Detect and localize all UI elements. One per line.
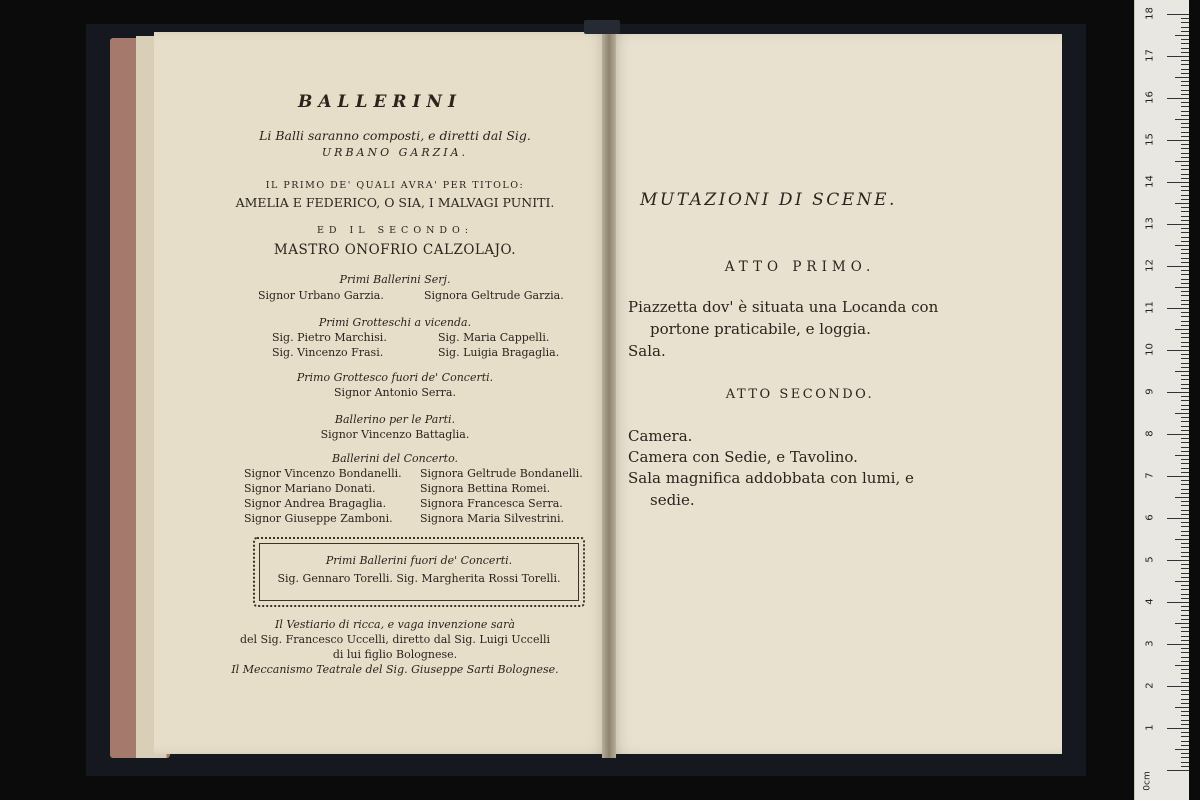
ruler-tick (1181, 48, 1189, 49)
ruler-tick (1181, 627, 1189, 628)
ruler-tick (1175, 119, 1189, 120)
ruler-tick (1181, 678, 1189, 679)
dancer-name: Signor Giuseppe Zamboni. (244, 512, 393, 525)
scene-line: sedie. (650, 491, 695, 509)
ruler-tick (1181, 178, 1189, 179)
book-gutter (602, 30, 616, 758)
ruler-tick (1181, 195, 1189, 196)
ruler-tick (1181, 174, 1189, 175)
ruler-tick (1181, 52, 1189, 53)
ruler-tick (1175, 497, 1189, 498)
footer-line: del Sig. Francesco Uccelli, diretto dal Sig. Luigi Uccelli (239, 633, 551, 646)
act-two-heading: ATTO SECONDO. (725, 387, 875, 402)
ruler-tick (1181, 451, 1189, 452)
ruler-tick (1175, 581, 1189, 582)
ruler-tick (1181, 283, 1189, 284)
ruler-tick (1181, 358, 1189, 359)
ruler-tick (1181, 211, 1189, 212)
ruler-tick (1181, 682, 1189, 683)
ruler-tick (1175, 161, 1189, 162)
ruler-tick (1181, 262, 1189, 263)
ruler-tick (1181, 514, 1189, 515)
framed-line: Sig. Gennaro Torelli. Sig. Margherita Rossi Torelli. (277, 572, 561, 585)
ruler-tick (1181, 657, 1189, 658)
ruler-tick (1175, 455, 1189, 456)
ruler-tick (1181, 85, 1189, 86)
ruler-tick (1181, 90, 1189, 91)
ruler-tick (1167, 770, 1189, 771)
ruler-tick (1181, 736, 1189, 737)
ruler-tick (1167, 518, 1189, 519)
ruler-number: 16 (1144, 91, 1156, 104)
ruler-tick (1181, 480, 1189, 481)
section-title: Primi Ballerini Serj. (339, 273, 451, 286)
ruler-tick (1181, 489, 1189, 490)
dancer-name: Sig. Pietro Marchisi. (272, 331, 387, 344)
ruler-tick (1181, 316, 1189, 317)
ruler-tick (1175, 749, 1189, 750)
ruler-tick (1175, 329, 1189, 330)
ruler-tick (1175, 707, 1189, 708)
second-ballet-label: ED IL SECONDO: (316, 225, 474, 236)
ruler-tick (1181, 732, 1189, 733)
ruler-tick (1181, 342, 1189, 343)
ruler-tick (1181, 417, 1189, 418)
ruler-tick (1175, 287, 1189, 288)
ruler-tick (1167, 308, 1189, 309)
ruler-tick (1181, 367, 1189, 368)
ruler-tick (1181, 73, 1189, 74)
ruler-tick (1181, 384, 1189, 385)
ruler-tick (1181, 543, 1189, 544)
right-heading: MUTAZIONI DI SCENE. (640, 190, 897, 210)
ruler-tick (1181, 438, 1189, 439)
ruler-tick (1175, 77, 1189, 78)
ruler-unit: 0cm (1142, 771, 1153, 791)
ruler-tick (1181, 199, 1189, 200)
ruler-tick (1181, 669, 1189, 670)
ruler-tick (1181, 594, 1189, 595)
ruler-tick (1181, 94, 1189, 95)
ruler-number: 3 (1144, 640, 1156, 647)
ruler-tick (1181, 762, 1189, 763)
ruler-tick (1181, 589, 1189, 590)
ruler-tick (1181, 354, 1189, 355)
ruler-tick (1181, 300, 1189, 301)
ruler-tick (1181, 577, 1189, 578)
ruler-tick (1181, 484, 1189, 485)
dancer-name: Signora Bettina Romei. (420, 482, 551, 495)
ruler-tick (1181, 661, 1189, 662)
ruler-tick (1181, 148, 1189, 149)
ruler-tick (1181, 64, 1189, 65)
ruler-tick (1181, 232, 1189, 233)
ruler-tick (1181, 169, 1189, 170)
ruler-tick (1167, 392, 1189, 393)
ruler-tick (1181, 615, 1189, 616)
ruler-tick (1181, 430, 1189, 431)
ruler-tick (1167, 686, 1189, 687)
ruler-tick (1181, 531, 1189, 532)
ruler-tick (1181, 60, 1189, 61)
ruler-number: 1 (1144, 724, 1156, 731)
ruler-tick (1167, 602, 1189, 603)
dancer-name: Signora Geltrude Bondanelli. (420, 467, 583, 480)
ruler-number: 14 (1144, 175, 1156, 188)
ruler-tick (1181, 711, 1189, 712)
dancer-name: Signor Vincenzo Bondanelli. (244, 467, 402, 480)
ruler-tick (1167, 98, 1189, 99)
ruler-tick (1181, 157, 1189, 158)
ruler-tick (1181, 568, 1189, 569)
dancer-name: Signor Urbano Garzia. (258, 289, 384, 302)
ruler-tick (1181, 216, 1189, 217)
ruler-number: 10 (1144, 343, 1156, 356)
ruler-number: 8 (1144, 430, 1156, 437)
ruler-tick (1181, 312, 1189, 313)
ruler-tick (1181, 132, 1189, 133)
dancer-name: Signor Antonio Serra. (334, 386, 456, 399)
ruler-tick (1181, 270, 1189, 271)
ruler-tick (1181, 573, 1189, 574)
ruler-tick (1181, 556, 1189, 557)
ruler-tick (1181, 228, 1189, 229)
ruler-tick (1181, 741, 1189, 742)
left-heading: BALLERINI (298, 92, 462, 112)
ruler-tick (1181, 694, 1189, 695)
dancer-name: Signora Geltrude Garzia. (424, 289, 564, 302)
ruler-tick (1181, 757, 1189, 758)
ruler-tick (1181, 325, 1189, 326)
footer-line: Il Vestiario di ricca, e vaga invenzione sarà (275, 618, 515, 631)
ruler-tick (1181, 535, 1189, 536)
ruler-tick (1181, 321, 1189, 322)
ruler-tick (1181, 346, 1189, 347)
ruler-tick (1181, 493, 1189, 494)
first-ballet-title: AMELIA E FEDERICO, O SIA, I MALVAGI PUNITI. (235, 195, 555, 210)
ruler-tick (1181, 724, 1189, 725)
ruler-tick (1181, 102, 1189, 103)
ruler-tick (1181, 375, 1189, 376)
ruler-number: 11 (1144, 301, 1156, 314)
ruler-tick (1181, 421, 1189, 422)
act-one-heading: ATTO PRIMO. (724, 259, 876, 275)
footer-line: Il Meccanismo Teatrale del Sig. Giuseppe Sarti Bolognese. (231, 663, 559, 676)
ruler-number: 12 (1144, 259, 1156, 272)
ruler-tick (1175, 245, 1189, 246)
ruler-tick (1181, 237, 1189, 238)
ruler-tick (1167, 476, 1189, 477)
ruler-tick (1181, 22, 1189, 23)
ruler-tick (1181, 703, 1189, 704)
ruler-tick (1181, 463, 1189, 464)
ruler-tick (1181, 249, 1189, 250)
ruler-tick (1181, 405, 1189, 406)
ruler-tick (1181, 220, 1189, 221)
ruler-tick (1181, 396, 1189, 397)
ruler-tick (1181, 585, 1189, 586)
ruler-tick (1181, 304, 1189, 305)
ruler-tick (1181, 291, 1189, 292)
ruler-number: 6 (1144, 514, 1156, 521)
section-title: Primo Grottesco fuori de' Concerti. (296, 371, 494, 384)
ruler-tick (1167, 560, 1189, 561)
ruler-tick (1175, 539, 1189, 540)
second-ballet-title: MASTRO ONOFRIO CALZOLAJO. (273, 242, 517, 258)
scene-line: Camera con Sedie, e Tavolino. (628, 448, 858, 466)
ruler-tick (1181, 619, 1189, 620)
first-ballet-label: IL PRIMO DE' QUALI AVRA' PER TITOLO: (265, 180, 525, 191)
scene-line: Piazzetta dov' è situata una Locanda con (628, 298, 939, 316)
footer-line: di lui figlio Bolognese. (332, 648, 458, 661)
ruler-tick (1181, 18, 1189, 19)
ruler-tick (1181, 631, 1189, 632)
ruler-tick (1181, 690, 1189, 691)
ruler-number: 9 (1144, 388, 1156, 395)
ruler-tick (1181, 363, 1189, 364)
ruler-number: 18 (1144, 7, 1156, 20)
dancer-name: Sig. Luigia Bragaglia. (438, 346, 560, 359)
ruler-tick (1167, 14, 1189, 15)
ruler-tick (1181, 606, 1189, 607)
ruler-tick (1181, 564, 1189, 565)
ruler-tick (1181, 610, 1189, 611)
ruler-tick (1167, 140, 1189, 141)
ruler-tick (1181, 745, 1189, 746)
ruler-tick (1181, 522, 1189, 523)
dancer-name: Signora Francesca Serra. (420, 497, 563, 510)
dancer-name: Sig. Maria Cappelli. (438, 331, 550, 344)
ruler-tick (1181, 379, 1189, 380)
ruler-tick (1167, 434, 1189, 435)
ruler-tick (1181, 186, 1189, 187)
ruler-tick (1181, 459, 1189, 460)
ruler-tick (1181, 144, 1189, 145)
ruler-tick (1181, 258, 1189, 259)
ruler-tick (1181, 69, 1189, 70)
ruler-tick (1181, 753, 1189, 754)
ruler-tick (1175, 623, 1189, 624)
ruler-tick (1175, 371, 1189, 372)
ruler-tick (1181, 274, 1189, 275)
ruler-tick (1181, 241, 1189, 242)
ruler-tick (1181, 115, 1189, 116)
ruler-tick (1181, 766, 1189, 767)
ruler-tick (1181, 442, 1189, 443)
dancer-name: Signor Vincenzo Battaglia. (320, 428, 470, 441)
ruler-tick (1181, 31, 1189, 32)
ruler-tick (1181, 165, 1189, 166)
ruler-tick (1181, 510, 1189, 511)
ruler-tick (1167, 224, 1189, 225)
ruler-tick (1175, 35, 1189, 36)
ruler-tick (1181, 27, 1189, 28)
scene-line: Camera. (628, 427, 693, 445)
ruler-tick (1181, 472, 1189, 473)
ruler-tick (1181, 426, 1189, 427)
section-title: Primi Grotteschi a vicenda. (318, 316, 472, 329)
ruler-tick (1175, 413, 1189, 414)
scene-line: Sala magnifica addobbata con lumi, e (628, 469, 914, 487)
intro-line-1: Li Balli saranno composti, e diretti dal Sig. (259, 128, 531, 143)
dancer-name: Signor Mariano Donati. (244, 482, 376, 495)
ruler-tick (1181, 333, 1189, 334)
ruler-tick (1181, 153, 1189, 154)
ruler-tick (1181, 652, 1189, 653)
ruler-number: 15 (1144, 133, 1156, 146)
ruler-tick (1181, 598, 1189, 599)
ruler-tick (1181, 447, 1189, 448)
ruler-number: 4 (1144, 598, 1156, 605)
ruler-tick (1181, 409, 1189, 410)
ruler-number: 17 (1144, 49, 1156, 62)
ruler-tick (1181, 699, 1189, 700)
ruler-tick (1181, 295, 1189, 296)
scene-line: portone praticabile, e loggia. (650, 320, 871, 338)
ruler-tick (1181, 81, 1189, 82)
ruler-tick (1181, 673, 1189, 674)
ruler-tick (1167, 728, 1189, 729)
ruler-tick (1181, 337, 1189, 338)
ruler-tick (1181, 501, 1189, 502)
framed-title: Primi Ballerini fuori de' Concerti. (325, 554, 513, 567)
ruler-tick (1181, 43, 1189, 44)
ruler-tick (1181, 136, 1189, 137)
ruler-tick (1167, 56, 1189, 57)
measurement-ruler (1134, 0, 1189, 800)
binding-clip (584, 20, 620, 34)
ruler-tick (1181, 190, 1189, 191)
ruler-tick (1181, 111, 1189, 112)
ruler-tick (1181, 552, 1189, 553)
ruler-tick (1167, 266, 1189, 267)
ruler-tick (1181, 648, 1189, 649)
ruler-number: 13 (1144, 217, 1156, 230)
ruler-tick (1181, 106, 1189, 107)
dancer-name: Signor Andrea Bragaglia. (244, 497, 387, 510)
ruler-tick (1181, 253, 1189, 254)
ruler-tick (1181, 123, 1189, 124)
ruler-tick (1181, 207, 1189, 208)
ruler-tick (1175, 665, 1189, 666)
ruler-tick (1181, 715, 1189, 716)
ruler-tick (1167, 350, 1189, 351)
ruler-tick (1175, 203, 1189, 204)
ruler-number: 5 (1144, 556, 1156, 563)
ruler-tick (1181, 547, 1189, 548)
ruler-tick (1181, 39, 1189, 40)
dancer-name: Signora Maria Silvestrini. (420, 512, 565, 525)
ruler-number: 2 (1144, 682, 1156, 689)
section-title: Ballerini del Concerto. (331, 452, 459, 465)
ruler-number: 7 (1144, 472, 1156, 479)
ruler-tick (1181, 720, 1189, 721)
intro-line-2: URBANO GARZIA. (321, 146, 469, 159)
ruler-tick (1181, 640, 1189, 641)
scene-line: Sala. (628, 342, 666, 360)
ruler-tick (1181, 388, 1189, 389)
dancer-name: Sig. Vincenzo Frasi. (272, 346, 384, 359)
ruler-tick (1181, 636, 1189, 637)
ruler-tick (1167, 644, 1189, 645)
ruler-tick (1181, 526, 1189, 527)
section-title: Ballerino per le Parti. (334, 413, 456, 426)
ruler-tick (1181, 127, 1189, 128)
ruler-tick (1181, 468, 1189, 469)
ruler-tick (1181, 400, 1189, 401)
ruler-tick (1181, 505, 1189, 506)
ruler-tick (1167, 182, 1189, 183)
ruler-tick (1181, 279, 1189, 280)
